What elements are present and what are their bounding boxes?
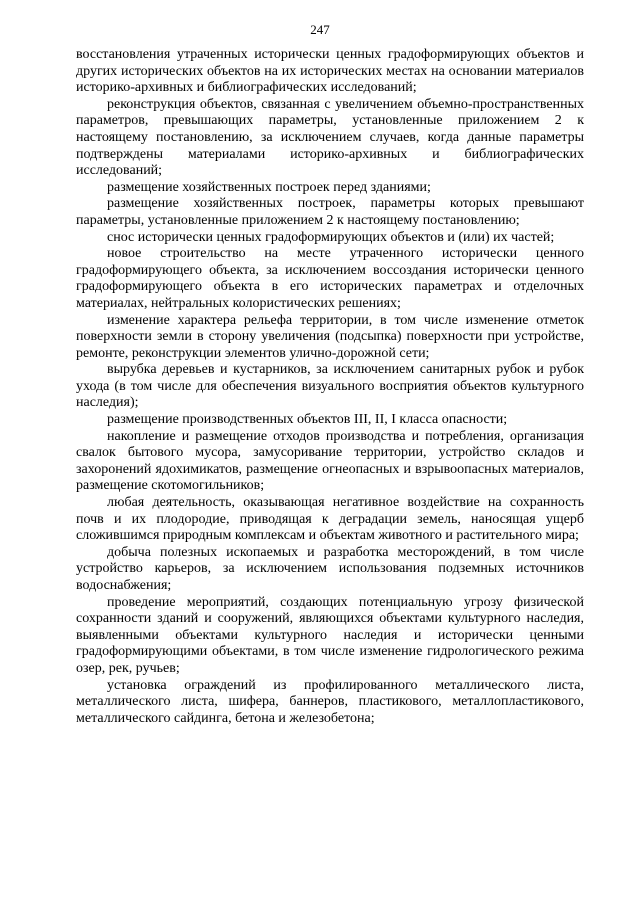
- list-item-tree-felling: вырубка деревьев и кустарников, за исключением санитарных рубок и рубок ухода (в том числе для обеспечения визуального восприятия объектов культурного наследия);: [76, 362, 584, 411]
- list-item-outbuildings-parameters: размещение хозяйственных построек, параметры которых превышают параметры, установленные приложением 2 к настоящему постановлению;: [76, 196, 584, 228]
- list-item-outbuildings-front: размещение хозяйственных построек перед зданиями;: [107, 179, 431, 195]
- list-item-fences: установка ограждений из профилированного металлического листа, металлического листа, шифера, баннеров, пластикового, металлопластикового, металлического сайдинга, бетона и железобетона;: [76, 677, 584, 726]
- list-item-negative-impact: любая деятельность, оказывающая негативное воздействие на сохранность почв и их плодородие, приводящая к деградации земель, наносящая ущерб сложившимся природным комплексам и объектам животного и растительного мира;: [76, 495, 584, 544]
- paragraph-continuation: восстановления утраченных исторически ценных градоформирующих объектов и других исторических объектов на их исторических местах на основании материалов историко-архивных и библиографических исследований;: [76, 47, 584, 96]
- list-item-reconstruction: реконструкция объектов, связанная с увеличением объемно-пространственных параметров, превышающих параметры, установленные приложением 2 к настоящему постановлению, за исключением случаев, когда данные параметры подтверждены материалами историко-архивных и библиографических исследований;: [76, 96, 584, 179]
- list-item-mining: добыча полезных ископаемых и разработка месторождений, в том числе устройство карьеров, за исключением использования подземных источников водоснабжения;: [76, 544, 584, 593]
- page-number: 247: [310, 22, 330, 37]
- list-item-threat-measures: проведение мероприятий, создающих потенциальную угрозу физической сохранности зданий и сооружений, являющихся объектами культурного наследия, выявленными объектами культурного наследия и исторически ценными градоформирующими объектами, в том числе изменение гидрологического режима озер, рек, ручьев;: [76, 594, 584, 676]
- body-text: [76, 47, 584, 727]
- list-item-new-construction: новое строительство на месте утраченного исторически ценного градоформирующего объекта, за исключением воссоздания исторически ценного градоформирующего объекта в его исторических параметрах и отделочных материалах, нейтральных колористических решениях;: [76, 246, 584, 311]
- list-item-waste: накопление и размещение отходов производства и потребления, организация свалок бытового мусора, замусоривание территории, устройство складов и захоронений ядохимикатов, размещение огнеопасных и взрывоопасных материалов, размещение скотомогильников;: [76, 428, 584, 494]
- list-item-industrial-objects: размещение производственных объектов III, II, I класса опасности;: [107, 412, 508, 428]
- list-item-demolition: снос исторически ценных градоформирующих объектов и (или) их частей;: [107, 229, 555, 245]
- list-item-relief-change: изменение характера рельефа территории, в том числе изменение отметок поверхности земли в сторону увеличения (подсыпка) поверхности при устройстве, ремонте, реконструкции элементов улично-дорожной сети;: [76, 312, 584, 361]
